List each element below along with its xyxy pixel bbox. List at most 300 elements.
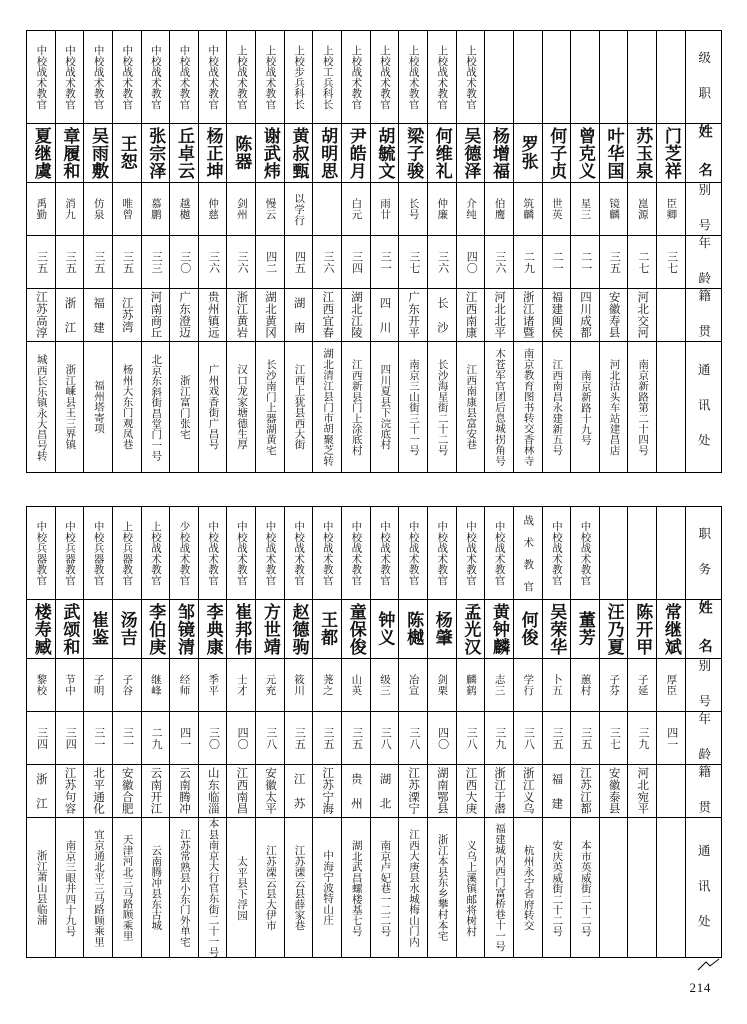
name-text: 杨肇 [432, 611, 452, 647]
cell-hometown [342, 764, 371, 817]
cell-age [599, 711, 628, 764]
alias-text: 伯鹰 [493, 197, 505, 220]
hometown-text: 福 建 [92, 296, 105, 334]
hometown-text: 北平通化 [92, 767, 105, 815]
cell-duty [571, 507, 600, 600]
cell-address [571, 342, 600, 473]
address-text: 南京新路十九号 [579, 369, 591, 445]
alias-text: 慕鹏 [149, 197, 161, 220]
cell-address [141, 818, 170, 958]
name-text: 汤吉 [117, 611, 137, 647]
name-text: 董芳 [575, 611, 595, 647]
hometown-text: 江西宜春 [321, 291, 334, 339]
cell-alias [370, 182, 399, 235]
cell-alias [84, 182, 113, 235]
alias-text: 季平 [207, 673, 219, 696]
hometown-text: 广东开平 [407, 291, 420, 339]
cell-age [55, 711, 84, 764]
cell-name [542, 124, 571, 183]
cell-age [427, 235, 456, 288]
cell-alias [227, 658, 256, 711]
cell-hometown [198, 764, 227, 817]
name-text: 夏继虞 [31, 126, 51, 180]
cell-age [657, 235, 686, 288]
cell-alias [513, 658, 542, 711]
row-header-label: 年 龄 [696, 235, 711, 288]
age-text: 三八 [407, 726, 420, 750]
cell-rank [628, 31, 657, 124]
address-text: 汉口龙家塘德生厚 [236, 364, 248, 450]
age-text: 三五 [350, 726, 363, 750]
address-text: 江苏常熟县小东门外单宅 [178, 828, 190, 947]
address-text: 湖北清江县门市胡聚芝转 [322, 348, 334, 466]
cell-name [542, 600, 571, 659]
name-text: 吴荣华 [547, 602, 567, 656]
cell-name [256, 600, 285, 659]
cell-name [513, 124, 542, 183]
age-text: 三五 [35, 250, 48, 274]
alias-text: 筱川 [293, 673, 305, 696]
cell-address [342, 342, 371, 473]
cell-alias [456, 182, 485, 235]
roster-table-top [26, 30, 722, 473]
address-text: 木苍军官团后息城拐角号 [493, 348, 505, 466]
address-text: 浙江萧山县临浦 [35, 850, 47, 926]
cell-address [141, 342, 170, 473]
cell-alias [370, 658, 399, 711]
cell-rank [427, 31, 456, 124]
alias-text: 麟鹤 [464, 673, 476, 696]
rank-text: 中校战术教官 [178, 44, 190, 110]
row-header-label: 籍 贯 [696, 764, 711, 818]
cell-hometown [427, 288, 456, 341]
cell-address [284, 818, 313, 958]
cell-age [456, 711, 485, 764]
cell-hometown [456, 288, 485, 341]
duty-text: 中校兵器教官 [63, 520, 75, 586]
name-text: 楼寿臧 [31, 602, 51, 656]
cell-duty [370, 507, 399, 600]
cell-rank [284, 31, 313, 124]
cell-duty [112, 507, 141, 600]
cell-address [628, 818, 657, 958]
cell-duty [628, 507, 657, 600]
hometown-text: 浙 江 [63, 296, 76, 334]
cell-age [513, 235, 542, 288]
cell-hometown [227, 764, 256, 817]
address-text: 江西新县门上涂底村 [350, 358, 362, 456]
duty-text: 中校战术教官 [379, 520, 391, 586]
cell-name [141, 600, 170, 659]
age-text: 三五 [551, 726, 564, 750]
cell-hometown [427, 764, 456, 817]
cell-hometown [628, 288, 657, 341]
address-text: 浙江富门张宅 [178, 374, 190, 440]
age-text: 三四 [64, 726, 77, 750]
cell-age [628, 711, 657, 764]
age-text: 三七 [407, 250, 420, 274]
address-text: 安庆英威街二十二号 [551, 839, 563, 936]
duty-text: 中校战术教官 [493, 520, 505, 586]
age-text: 三六 [436, 250, 449, 274]
duty-text: 中校战术教官 [464, 520, 476, 586]
cell-alias [342, 182, 371, 235]
cell-address [456, 818, 485, 958]
duty-text: 中校战术教官 [350, 520, 362, 586]
name-text: 胡毓文 [375, 126, 395, 180]
address-text: 本市英威街二十二号 [579, 839, 591, 936]
cell-age [657, 711, 686, 764]
duty-text: 中校战术教官 [436, 520, 448, 586]
hometown-text: 河北北平 [493, 291, 506, 339]
cell-duty [342, 507, 371, 600]
cell-name [227, 124, 256, 183]
cell-age [170, 711, 199, 764]
duty-text: 战 术 教 官 [522, 514, 534, 592]
cell-age [256, 235, 285, 288]
cell-address [256, 342, 285, 473]
age-text: 三九 [493, 726, 506, 750]
hometown-text: 湖北黄冈 [263, 291, 276, 339]
cell-name [485, 124, 514, 183]
alias-text: 荛之 [321, 673, 333, 696]
hometown-text: 安徽泰县 [607, 767, 620, 815]
cell-address [55, 818, 84, 958]
address-text: 浙江嵊县王三界镇 [64, 364, 76, 450]
cell-alias [399, 658, 428, 711]
alias-text: 星三 [579, 197, 591, 220]
alias-text: 仲慈 [207, 197, 219, 220]
row-header-label: 通 讯 处 [696, 363, 711, 451]
address-text: 宜京通北平三马路顾乘里 [92, 828, 104, 947]
cell-hometown [370, 288, 399, 341]
row-header-alias [685, 182, 721, 235]
cell-address [227, 342, 256, 473]
cell-address [198, 342, 227, 473]
cell-age [27, 711, 56, 764]
alias-text: 世英 [550, 197, 562, 220]
cell-alias [256, 658, 285, 711]
name-text: 张宗泽 [146, 126, 166, 180]
cell-address [399, 818, 428, 958]
cell-hometown [657, 764, 686, 817]
hometown-text: 江苏江都 [579, 767, 592, 815]
cell-alias [284, 182, 313, 235]
row-header-label: 职 务 [696, 526, 711, 580]
cell-duty [141, 507, 170, 600]
alias-text: 学行 [522, 673, 534, 696]
address-text: 江苏溧云县大伊市 [264, 844, 276, 931]
cell-rank [456, 31, 485, 124]
hometown-text: 贵州镇远 [206, 291, 219, 339]
address-text: 北京东斜街昌堂门一号 [150, 353, 162, 461]
cell-alias [456, 658, 485, 711]
cell-name [399, 600, 428, 659]
age-text: 四五 [293, 250, 306, 274]
duty-text: 上校战术教官 [149, 520, 161, 586]
cell-age [84, 235, 113, 288]
address-text: 江苏溧云县薛家巷 [293, 844, 305, 931]
hometown-text: 福建闽侯 [550, 291, 563, 339]
age-text: 三五 [64, 250, 77, 274]
rank-text: 上校战术教官 [407, 44, 419, 110]
alias-text: 白元 [350, 197, 362, 220]
alias-text: 崑源 [636, 197, 648, 220]
cell-age [112, 235, 141, 288]
cell-hometown [542, 764, 571, 817]
cell-age [313, 711, 342, 764]
alias-text: 介纯 [464, 197, 476, 220]
row-header-age [685, 235, 721, 288]
rank-text: 上校战术教官 [464, 44, 476, 110]
alias-text: 子谷 [121, 673, 133, 696]
cell-name [456, 600, 485, 659]
age-text: 三六 [322, 250, 334, 274]
alias-text: 仿泉 [92, 197, 104, 220]
name-text: 曾克义 [575, 126, 595, 180]
row-header-rank [685, 31, 721, 124]
alias-text: 臣卿 [665, 197, 677, 220]
age-text: 四〇 [236, 726, 249, 750]
rank-text: 上校战术教官 [350, 44, 362, 110]
cell-name [628, 600, 657, 659]
cell-address [227, 818, 256, 958]
name-text: 方世靖 [260, 602, 280, 656]
corner-mark-icon [697, 958, 723, 972]
age-text: 三九 [637, 726, 650, 750]
alias-text: 厚臣 [665, 673, 677, 696]
row-header-label: 年 龄 [696, 711, 711, 764]
alias-text: 慢云 [264, 197, 276, 220]
cell-hometown [84, 764, 113, 817]
age-text: 二一 [579, 250, 592, 274]
cell-hometown [112, 764, 141, 817]
address-text: 天津河北三马路顾乘里 [121, 834, 133, 942]
row-header-address [685, 818, 721, 958]
cell-hometown [342, 288, 371, 341]
name-text: 叶华国 [604, 126, 624, 180]
cell-age [342, 235, 371, 288]
rank-text: 上校战术教官 [264, 44, 276, 110]
address-text: 本县南京大行官东街二十一号 [207, 818, 219, 958]
age-text: 三〇 [178, 250, 191, 274]
cell-address [599, 818, 628, 958]
age-text: 三六 [236, 250, 249, 274]
name-text: 钟义 [375, 611, 395, 647]
alias-text: 以学行 [293, 192, 305, 225]
cell-duty [542, 507, 571, 600]
row-header-duty [685, 507, 721, 600]
hometown-text: 河南商丘 [149, 291, 162, 339]
cell-alias [170, 182, 199, 235]
age-text: 三七 [608, 726, 621, 750]
rank-text: 上校战术教官 [379, 44, 391, 110]
row-header-hometown [685, 764, 721, 817]
cell-alias [84, 658, 113, 711]
hometown-text: 江苏溧宁 [407, 767, 420, 815]
age-text: 三七 [665, 250, 678, 274]
hometown-text: 河北宛平 [636, 767, 649, 815]
cell-address [27, 818, 56, 958]
name-text: 黄叔甄 [289, 126, 309, 180]
age-text: 二一 [551, 250, 564, 274]
address-text: 江西南康县富安巷 [465, 364, 477, 450]
cell-hometown [284, 288, 313, 341]
cell-duty [27, 507, 56, 600]
row-header-name [685, 124, 721, 183]
cell-address [571, 818, 600, 958]
cell-rank [27, 31, 56, 124]
cell-rank [657, 31, 686, 124]
row-header-address [685, 342, 721, 473]
cell-address [84, 818, 113, 958]
age-text: 三八 [522, 726, 535, 750]
cell-age [485, 711, 514, 764]
cell-age [427, 711, 456, 764]
duty-text: 中校战术教官 [293, 520, 305, 586]
cell-name [370, 124, 399, 183]
address-text: 长沙南门上器湖黄宅 [264, 358, 276, 456]
cell-hometown [284, 764, 313, 817]
cell-alias [27, 182, 56, 235]
address-text: 河北沽头车站建昌店 [608, 358, 620, 456]
address-text: 南京教育图书转交香林寺 [522, 348, 534, 466]
cell-alias [513, 182, 542, 235]
cell-name [657, 124, 686, 183]
cell-rank [84, 31, 113, 124]
cell-hometown [256, 764, 285, 817]
age-text: 三八 [264, 726, 277, 750]
cell-hometown [599, 288, 628, 341]
cell-age [485, 235, 514, 288]
cell-hometown [141, 764, 170, 817]
hometown-text: 云南腾冲 [178, 767, 191, 815]
cell-address [657, 818, 686, 958]
cell-name [313, 600, 342, 659]
name-text: 章履和 [60, 126, 80, 180]
cell-name [55, 124, 84, 183]
cell-age [55, 235, 84, 288]
address-text: 福建城内西门富桥巷十一号 [493, 823, 505, 952]
address-text: 四川夏县下浣底村 [379, 364, 391, 450]
cell-hometown [571, 288, 600, 341]
hometown-text: 长 沙 [435, 296, 448, 334]
cell-address [485, 342, 514, 473]
name-text: 汪乃夏 [604, 602, 624, 656]
cell-age [141, 235, 170, 288]
age-text: 三八 [465, 726, 478, 750]
alias-text: 级三 [379, 673, 391, 696]
cell-rank [112, 31, 141, 124]
cell-duty [485, 507, 514, 600]
alias-text: 剑栗 [436, 673, 448, 696]
cell-hometown [370, 764, 399, 817]
age-text: 三五 [121, 250, 134, 274]
alias-text: 蕙村 [579, 673, 591, 696]
cell-name [55, 600, 84, 659]
alias-text: 元充 [264, 673, 276, 696]
hometown-text: 江西南康 [464, 291, 477, 339]
row-header-label: 姓 名 [696, 124, 712, 182]
cell-name [427, 600, 456, 659]
cell-alias [599, 658, 628, 711]
rank-text: 上校战术教官 [436, 44, 448, 110]
name-text: 黄钟麟 [489, 602, 509, 656]
age-text: 三四 [350, 250, 363, 274]
cell-duty [198, 507, 227, 600]
cell-name [284, 124, 313, 183]
cell-age [227, 711, 256, 764]
cell-alias [55, 182, 84, 235]
age-text: 三五 [322, 726, 334, 750]
row-header-label: 级 职 [696, 50, 711, 104]
address-text: 太平县下浮园 [236, 855, 248, 920]
hometown-text: 湖 北 [378, 772, 391, 810]
cell-age [599, 235, 628, 288]
address-text: 湖北武昌螺楼基七号 [350, 839, 362, 936]
name-text: 邹镜清 [174, 602, 194, 656]
cell-hometown [27, 764, 56, 817]
cell-hometown [657, 288, 686, 341]
cell-hometown [628, 764, 657, 817]
alias-text: 雨廿 [379, 197, 391, 220]
cell-name [112, 600, 141, 659]
name-text: 吴德泽 [461, 126, 481, 180]
cell-age [370, 711, 399, 764]
address-text: 南京三山街三十一号 [408, 358, 420, 456]
page-number: 214 [689, 980, 711, 995]
alias-text: 节中 [63, 673, 75, 696]
cell-hometown [513, 764, 542, 817]
cell-age [284, 235, 313, 288]
cell-hometown [256, 288, 285, 341]
cell-hometown [313, 764, 342, 817]
alias-text: 士才 [235, 673, 247, 696]
address-text: 南京卢妃巷一二二号 [379, 839, 391, 936]
cell-hometown [399, 764, 428, 817]
name-text: 陈樾 [404, 611, 424, 647]
address-text: 杨州大东门观凤巷 [121, 364, 133, 450]
cell-duty [399, 507, 428, 600]
cell-address [342, 818, 371, 958]
cell-alias [599, 182, 628, 235]
cell-hometown [27, 288, 56, 341]
cell-alias [27, 658, 56, 711]
cell-alias [313, 182, 342, 235]
cell-address [657, 342, 686, 473]
cell-name [198, 600, 227, 659]
hometown-text: 江苏高淳 [34, 291, 47, 339]
row-header-label: 籍 贯 [696, 288, 711, 342]
roster-table-bottom [26, 506, 722, 958]
rank-text: 中校战术教官 [35, 44, 47, 110]
cell-age [542, 235, 571, 288]
cell-name [84, 600, 113, 659]
cell-rank [571, 31, 600, 124]
cell-rank [227, 31, 256, 124]
name-text: 王恕 [117, 135, 137, 171]
cell-alias [485, 658, 514, 711]
hometown-text: 浙江义乌 [521, 767, 534, 815]
cell-alias [485, 182, 514, 235]
name-text: 苏玉泉 [633, 126, 653, 180]
cell-age [84, 711, 113, 764]
alias-text: 镜麟 [608, 197, 620, 220]
cell-duty [599, 507, 628, 600]
hometown-text: 贵 州 [349, 772, 362, 810]
age-text: 三八 [379, 726, 392, 750]
cell-name [571, 124, 600, 183]
